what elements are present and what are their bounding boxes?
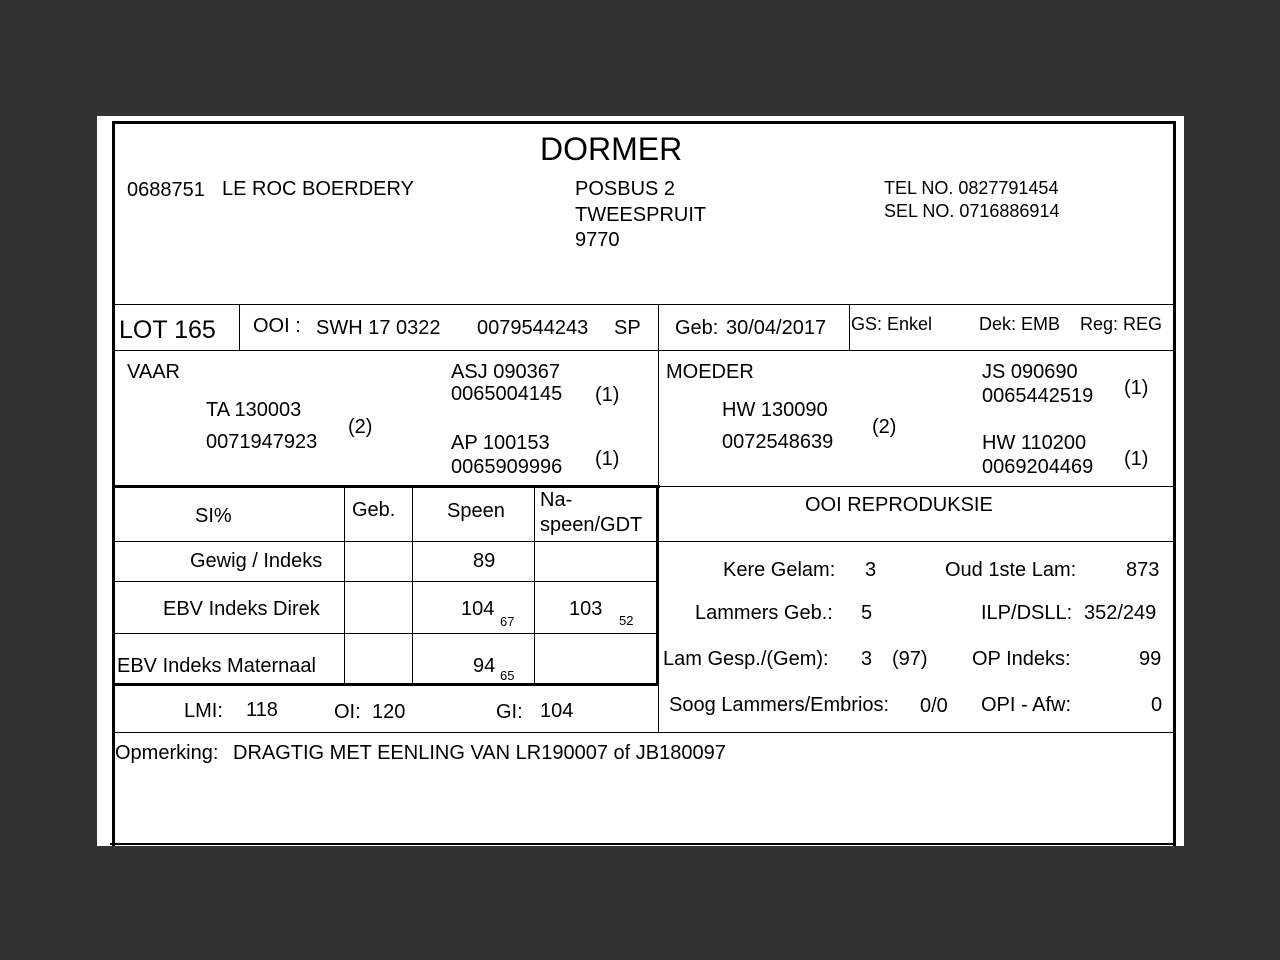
address-line-1: POSBUS 2 bbox=[575, 178, 676, 200]
ooi-number: 0079544243 bbox=[477, 317, 589, 339]
farm-name: LE ROC BOERDERY bbox=[222, 178, 414, 200]
lammers-value: 5 bbox=[861, 602, 873, 624]
lam-value: 3 bbox=[861, 648, 873, 670]
dam-number: 0072548639 bbox=[722, 431, 834, 453]
lmi-value: 118 bbox=[246, 699, 278, 721]
birth-label: Geb: bbox=[675, 317, 719, 339]
row-maternaal-speen: 94 bbox=[473, 655, 496, 677]
tel-number: TEL NO. 0827791454 bbox=[884, 178, 1059, 198]
sire-dam-grade: (1) bbox=[595, 448, 620, 470]
dam-dam-id: HW 110200 bbox=[982, 432, 1087, 454]
lot-label: LOT 165 bbox=[119, 316, 216, 344]
mating-type: Dek: EMB bbox=[979, 314, 1061, 334]
op-value: 99 bbox=[1139, 648, 1162, 670]
sire-dam-number: 0065909996 bbox=[451, 456, 563, 478]
ooi-grade: SP bbox=[614, 317, 641, 339]
breed-title: DORMER bbox=[540, 131, 683, 167]
lammers-label: Lammers Geb.: bbox=[695, 602, 833, 624]
oud-value: 873 bbox=[1126, 559, 1160, 581]
dam-sire-id: JS 090690 bbox=[982, 361, 1078, 383]
dam-id: HW 130090 bbox=[722, 399, 828, 421]
remark-label: Opmerking: bbox=[115, 742, 219, 764]
birth-type: GS: Enkel bbox=[851, 314, 933, 334]
opi-label: OPI - Afw: bbox=[981, 694, 1072, 716]
kere-value: 3 bbox=[865, 559, 877, 581]
sire-id: TA 130003 bbox=[206, 399, 302, 421]
sire-sire-id: ASJ 090367 bbox=[451, 361, 560, 383]
lam-label: Lam Gesp./(Gem): bbox=[663, 648, 829, 670]
ooi-label: OOI : bbox=[253, 315, 301, 337]
remark-text: DRAGTIG MET EENLING VAN LR190007 of JB180097 bbox=[233, 742, 726, 764]
row-gewig-speen: 89 bbox=[473, 550, 496, 572]
si-header: SI% bbox=[195, 505, 232, 527]
speen-header: Speen bbox=[447, 500, 505, 522]
lam-average: (97) bbox=[892, 648, 928, 670]
row-direk-naspeen: 103 bbox=[569, 598, 603, 620]
birth-date: 30/04/2017 bbox=[726, 317, 827, 339]
row-label-direk: EBV Indeks Direk bbox=[163, 598, 320, 620]
lot-card bbox=[112, 121, 1176, 846]
geb-header: Geb. bbox=[352, 499, 396, 521]
row-label-maternaal: EBV Indeks Maternaal bbox=[117, 655, 316, 677]
oi-label: OI: bbox=[334, 701, 361, 723]
cell-number: SEL NO. 0716886914 bbox=[884, 201, 1060, 221]
row-direk-speen: 104 bbox=[461, 598, 495, 620]
registration: Reg: REG bbox=[1080, 314, 1163, 334]
row-label-gewig: Gewig / Indeks bbox=[190, 550, 323, 572]
dam-dam-number: 0069204469 bbox=[982, 456, 1094, 478]
gi-label: GI: bbox=[496, 701, 523, 723]
address-line-3: 9770 bbox=[575, 229, 620, 251]
soog-value: 0/0 bbox=[920, 695, 948, 717]
address-line-2: TWEESPRUIT bbox=[575, 204, 707, 226]
reproduction-title: OOI REPRODUKSIE bbox=[805, 494, 993, 516]
row-direk-naspeen-accuracy: 52 bbox=[619, 613, 634, 628]
row-direk-speen-accuracy: 67 bbox=[500, 614, 515, 629]
dam-grade: (2) bbox=[872, 416, 897, 438]
catalog-sheet bbox=[97, 116, 1184, 846]
member-number: 0688751 bbox=[127, 179, 205, 201]
kere-label: Kere Gelam: bbox=[723, 559, 836, 581]
sire-dam-id: AP 100153 bbox=[451, 432, 550, 454]
sire-grade: (2) bbox=[348, 416, 373, 438]
ooi-id: SWH 17 0322 bbox=[316, 317, 441, 339]
opi-value: 0 bbox=[1151, 694, 1163, 716]
sire-sire-grade: (1) bbox=[595, 384, 620, 406]
dam-dam-grade: (1) bbox=[1124, 448, 1149, 470]
sire-number: 0071947923 bbox=[206, 431, 318, 453]
dam-sire-number: 0065442519 bbox=[982, 385, 1094, 407]
sire-label: VAAR bbox=[127, 361, 180, 383]
naspeen-header: Na- speen/GDT bbox=[540, 489, 643, 536]
sire-sire-number: 0065004145 bbox=[451, 383, 563, 405]
ilp-label: ILP/DSLL: bbox=[981, 602, 1073, 624]
dam-sire-grade: (1) bbox=[1124, 377, 1149, 399]
lmi-label: LMI: bbox=[184, 700, 223, 722]
soog-label: Soog Lammers/Embrios: bbox=[669, 694, 890, 716]
row-maternaal-speen-accuracy: 65 bbox=[500, 668, 515, 683]
dam-label: MOEDER bbox=[666, 361, 754, 383]
ilp-value: 352/249 bbox=[1084, 602, 1157, 624]
oi-value: 120 bbox=[372, 701, 406, 723]
oud-label: Oud 1ste Lam: bbox=[945, 559, 1077, 581]
op-label: OP Indeks: bbox=[972, 648, 1071, 670]
gi-value: 104 bbox=[540, 700, 574, 722]
